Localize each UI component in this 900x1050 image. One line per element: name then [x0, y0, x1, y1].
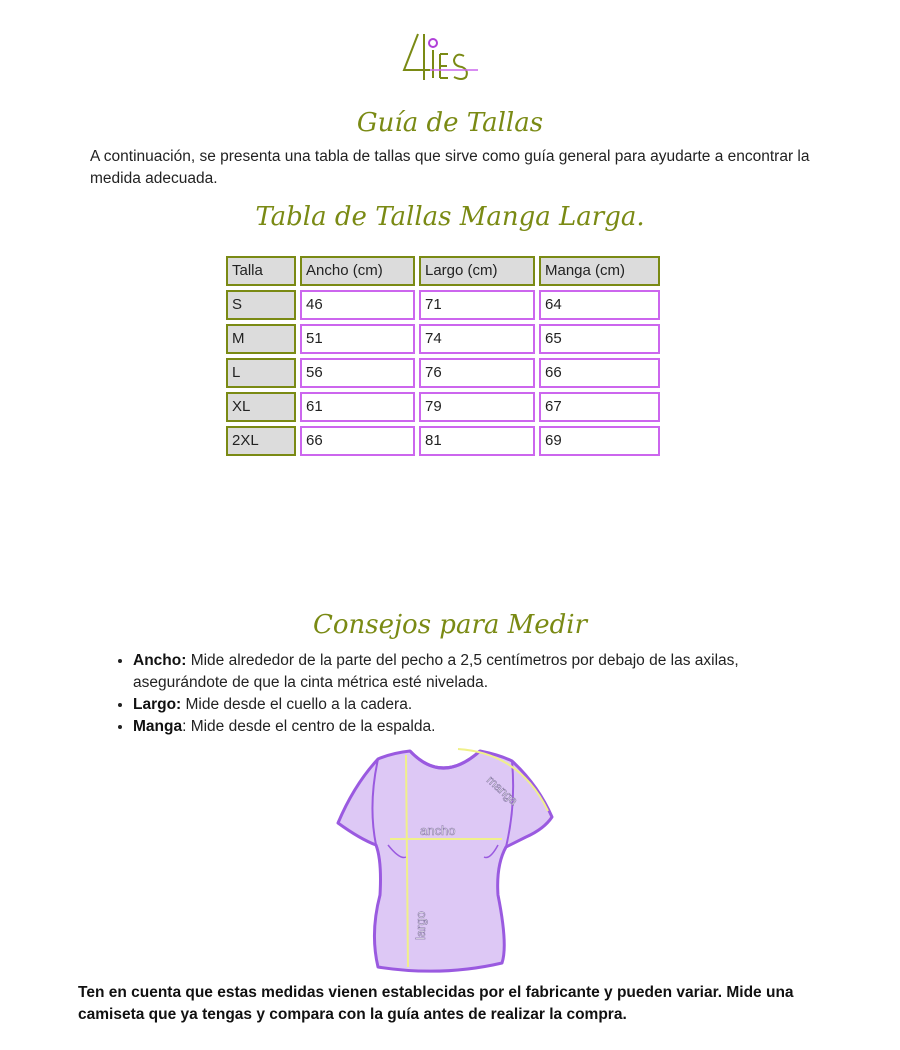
- table-cell: 51: [300, 324, 415, 354]
- tshirt-measure-diagram: [330, 745, 560, 977]
- tshirt-icon: [338, 751, 552, 971]
- table-cell: 71: [419, 290, 535, 320]
- list-item: [133, 694, 833, 716]
- brand-logo: [400, 30, 482, 86]
- table-cell: 65: [539, 324, 660, 354]
- table-cell: 46: [300, 290, 415, 320]
- table-cell: 81: [419, 426, 535, 456]
- tip-text: : Mide desde el centro de la espalda.: [182, 718, 436, 735]
- table-cell: 66: [539, 358, 660, 388]
- tip-text: Mide desde el cuello a la cadera.: [181, 696, 413, 713]
- table-cell: 66: [300, 426, 415, 456]
- table-cell: 64: [539, 290, 660, 320]
- table-cell: 74: [419, 324, 535, 354]
- footer-note: Ten en cuenta que estas medidas vienen establecidas por el fabricante y pueden variar. Mide una camiseta que ya tengas y compara con la guía antes de realizar la compra.: [78, 984, 794, 1023]
- table-cell: 79: [419, 392, 535, 422]
- column-header: Ancho (cm): [300, 256, 415, 286]
- size-table-title: Tabla de Tallas Manga Larga.: [255, 202, 645, 232]
- table-row: [226, 426, 660, 456]
- manga-label: manga: [483, 772, 521, 808]
- tip-text: Mide alrededor de la parte del pecho a 2,5 centímetros por debajo de las axilas, asegurándote de que la cinta métrica esté nivelada.: [133, 652, 739, 691]
- table-row: [226, 324, 660, 354]
- table-header-row: [226, 256, 660, 286]
- column-header: Largo (cm): [419, 256, 535, 286]
- size-cell: L: [226, 358, 296, 388]
- table-cell: 67: [539, 392, 660, 422]
- largo-label: largo: [413, 911, 428, 940]
- tips-title: Consejos para Medir: [312, 610, 588, 640]
- column-header: Talla: [226, 256, 296, 286]
- size-cell: M: [226, 324, 296, 354]
- tip-term: Largo:: [133, 696, 182, 713]
- size-cell: 2XL: [226, 426, 296, 456]
- column-header: Manga (cm): [539, 256, 660, 286]
- table-row: [226, 358, 660, 388]
- size-cell: S: [226, 290, 296, 320]
- list-item: [133, 716, 833, 738]
- tip-term: Ancho:: [133, 652, 187, 669]
- tips-list: [112, 650, 833, 738]
- table-cell: 69: [539, 426, 660, 456]
- table-cell: 61: [300, 392, 415, 422]
- intro-paragraph: A continuación, se presenta una tabla de tallas que sirve como guía general para ayudarte a encontrar la medida adecuada.: [90, 148, 810, 187]
- ancho-label: ancho: [420, 823, 456, 838]
- table-row: [226, 290, 660, 320]
- table-cell: 76: [419, 358, 535, 388]
- table-row: [226, 392, 660, 422]
- tip-term: Manga: [133, 718, 183, 735]
- size-cell: XL: [226, 392, 296, 422]
- list-item: [133, 650, 833, 694]
- size-table: [222, 252, 664, 460]
- table-cell: 56: [300, 358, 415, 388]
- page-title: Guía de Tallas: [356, 108, 544, 138]
